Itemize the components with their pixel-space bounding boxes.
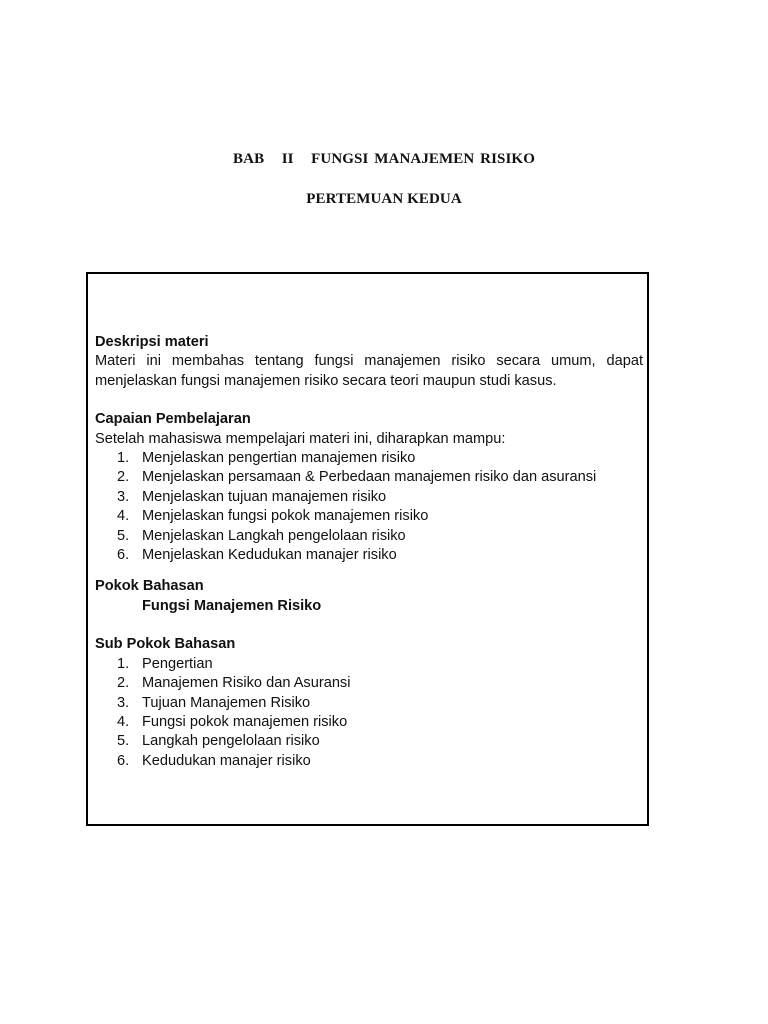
list-number: 2. [117, 675, 130, 692]
list-text: Pengertian [142, 655, 213, 672]
list-item [95, 752, 643, 771]
list-text: Menjelaskan Langkah pengelolaan risiko [142, 527, 406, 544]
meeting-title: PERTEMUAN KEDUA [306, 191, 462, 207]
list-text: Fungsi pokok manajemen risiko [142, 713, 348, 730]
list-item [95, 674, 643, 693]
list-text: Tujuan Manajemen Risiko [142, 694, 311, 711]
list-number: 3. [117, 488, 130, 505]
list-item [95, 713, 643, 732]
list-item [95, 655, 643, 674]
list-number: 1. [117, 450, 130, 467]
list-number: 5. [117, 527, 130, 544]
learning-outcomes-heading: Capaian Pembelajaran [95, 411, 251, 428]
learning-outcomes-intro: Setelah mahasiswa mempelajari materi ini, diharapkan mampu: [95, 430, 506, 447]
list-text: Menjelaskan tujuan manajemen risiko [142, 488, 387, 505]
main-topic-text: Fungsi Manajemen Risiko [142, 597, 322, 614]
content-body [95, 333, 643, 771]
list-number: 6. [117, 752, 130, 769]
list-text: Kedudukan manajer risiko [142, 752, 311, 769]
list-number: 6. [117, 547, 130, 564]
list-item [95, 527, 643, 546]
list-number: 5. [117, 733, 130, 750]
list-item [95, 694, 643, 713]
list-text: Menjelaskan Kedudukan manajer risiko [142, 547, 397, 564]
list-text: Menjelaskan fungsi pokok manajemen risiko [142, 508, 429, 525]
main-topic-heading: Pokok Bahasan [95, 578, 204, 595]
list-item [95, 546, 643, 565]
list-item [95, 507, 643, 526]
sub-topics-list [95, 655, 643, 771]
list-item [95, 732, 643, 751]
list-text: Menjelaskan pengertian manajemen risiko [142, 450, 416, 467]
description-heading: Deskripsi materi [95, 334, 209, 350]
list-number: 4. [117, 713, 130, 730]
list-number: 2. [117, 469, 130, 486]
list-number: 4. [117, 508, 130, 525]
learning-outcomes-list [95, 449, 643, 565]
list-text: Menjelaskan persamaan & Perbedaan manajemen risiko dan asuransi [142, 469, 597, 486]
list-number: 1. [117, 655, 130, 672]
description-text: Materi ini membahas tentang fungsi manajemen risiko secara umum, dapat menjelaskan fungsi manajemen risiko secara teori maupun studi kasus. [95, 353, 643, 389]
chapter-title: BAB II FUNGSI MANAJEMEN RISIKO [233, 151, 535, 167]
sub-topics-heading: Sub Pokok Bahasan [95, 636, 236, 653]
list-number: 3. [117, 694, 130, 711]
list-text: Langkah pengelolaan risiko [142, 733, 320, 750]
list-item [95, 488, 643, 507]
list-item [95, 449, 643, 468]
list-text: Manajemen Risiko dan Asuransi [142, 675, 351, 692]
list-item [95, 468, 643, 487]
